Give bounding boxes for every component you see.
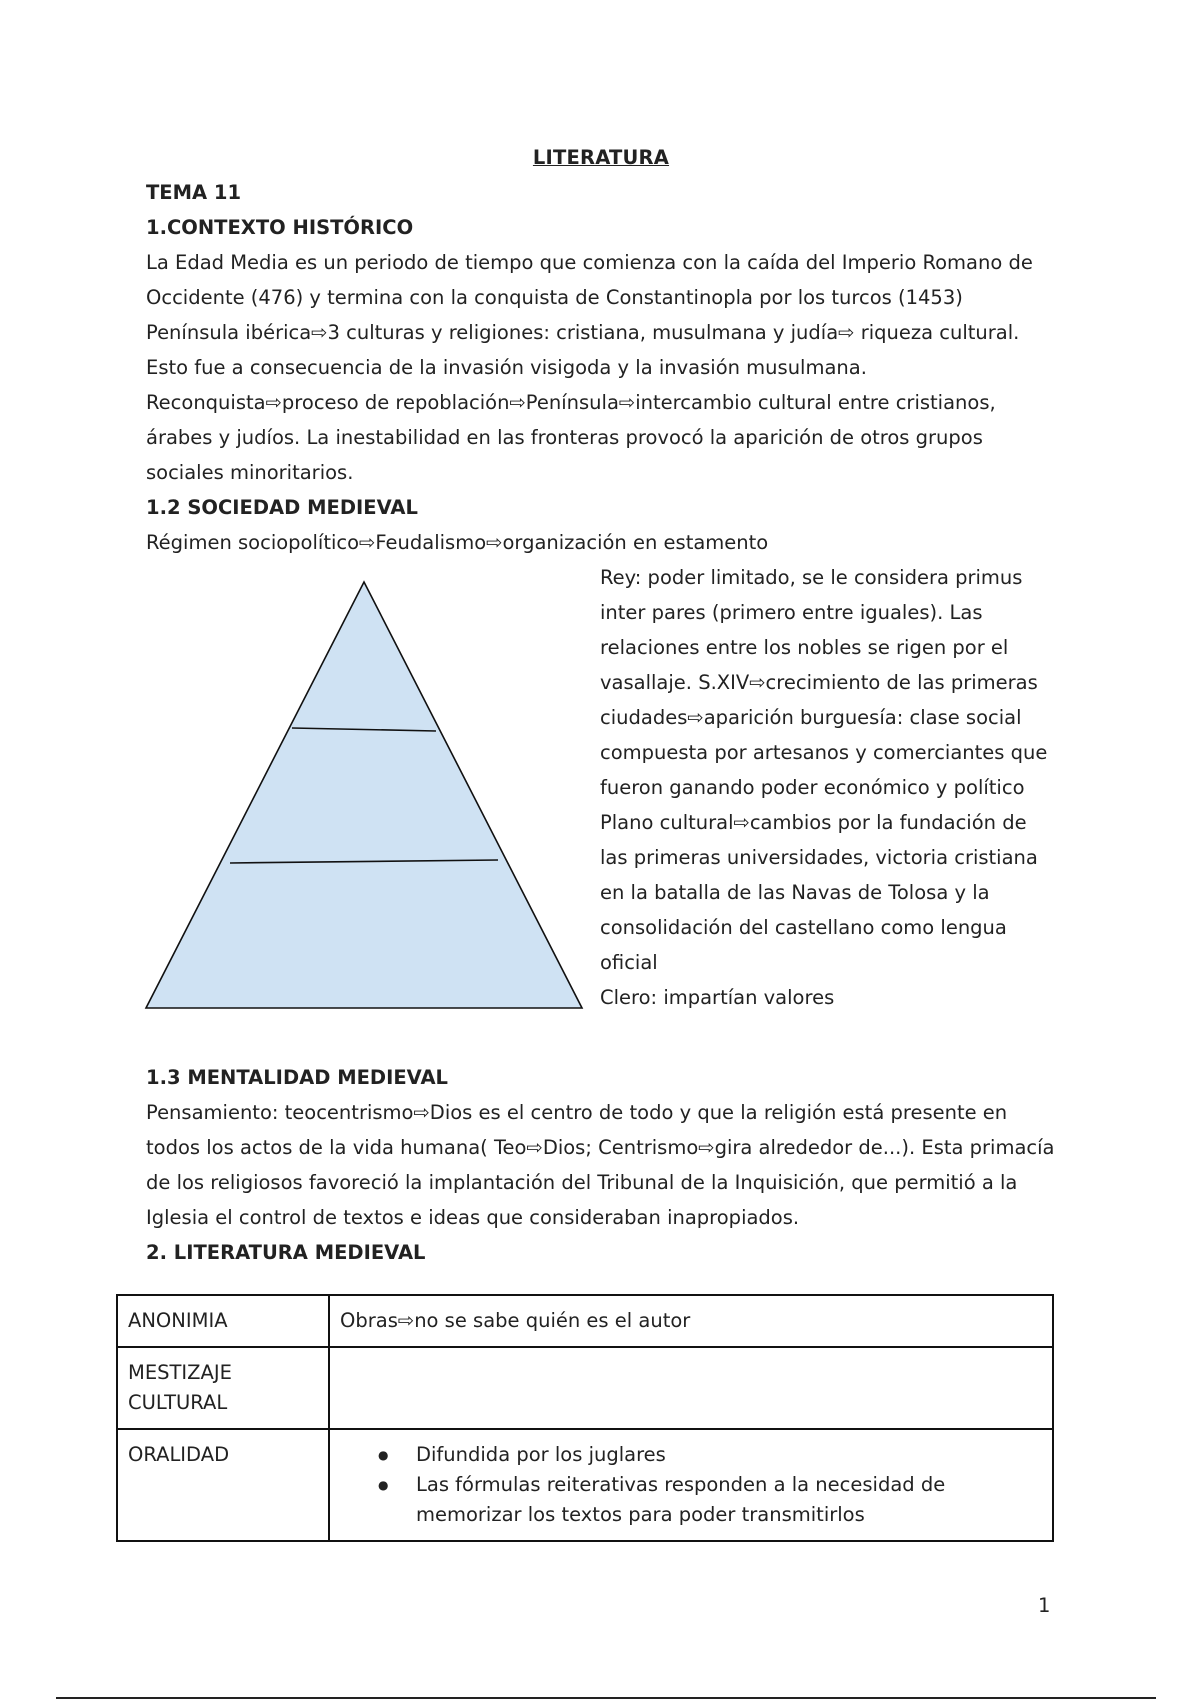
section-heading-literatura: 2. LITERATURA MEDIEVAL [146,1241,426,1264]
literature-table-wrapper [116,1294,1054,1542]
literature-features-table [116,1294,1054,1542]
paragraph-line: Pensamiento: teocentrismo⇨Dios es el centro de todo y que la religión está presente en [146,1101,1008,1124]
bullet-text-line: ● Las fórmulas reiterativas responden a la necesidad de [416,1473,946,1496]
sociedad-intro: Régimen sociopolítico⇨Feudalismo⇨organización en estamento [146,531,769,554]
paragraph-line: en la batalla de las Navas de Tolosa y la [600,881,990,904]
label-line: CULTURAL [128,1391,228,1414]
section-heading-sociedad: 1.2 SOCIEDAD MEDIEVAL [146,496,418,519]
paragraph-line: Reconquista⇨proceso de repoblación⇨Península⇨intercambio cultural entre cristianos, [146,391,996,414]
document-title: LITERATURA [532,146,670,169]
paragraph-line: Península ibérica⇨3 culturas y religiones: cristiana, musulmana y judía⇨ riqueza cultural. [146,321,1020,344]
bullet-list [340,1440,1042,1530]
paragraph-line: sociales minoritarios. [146,461,354,484]
section-heading-mentalidad: 1.3 MENTALIDAD MEDIEVAL [146,1066,448,1089]
feudal-pyramid-diagram [144,580,584,1010]
table-cell-label: ANONIMIA [117,1295,329,1347]
document-content [146,140,1066,1270]
paragraph-line: Iglesia el control de textos e ideas que consideraban inapropiados. [146,1206,800,1229]
section-mentalidad-body [146,1095,1066,1235]
paragraph-line: ciudades⇨aparición burguesía: clase social [600,706,1022,729]
page-number: 1 [1038,1594,1051,1617]
sociedad-right-text [600,560,1070,1015]
table-row [117,1347,1053,1429]
table-row [117,1295,1053,1347]
paragraph-line: vasallaje. S.XIV⇨crecimiento de las primeras [600,671,1038,694]
paragraph-line: árabes y judíos. La inestabilidad en las fronteras provocó la aparición de otros grupos [146,426,983,449]
paragraph-line: todos los actos de la vida humana( Teo⇨Dios; Centrismo⇨gira alrededor de...). Esta primacía [146,1136,1055,1159]
page-bottom-divider [56,1697,1156,1699]
paragraph-line: Occidente (476) y termina con la conquista de Constantinopla por los turcos (1453) [146,286,963,309]
paragraph-line: relaciones entre los nobles se rigen por el [600,636,1009,659]
table-cell-text [329,1429,1053,1541]
list-item [416,1470,1042,1530]
pyramid-shape [146,582,582,1008]
section-heading-contexto: 1.CONTEXTO HISTÓRICO [146,216,414,239]
paragraph-line: compuesta por artesanos y comerciantes que [600,741,1048,764]
section-contexto-body [146,245,1066,490]
table-cell-text [329,1347,1053,1429]
sociedad-split-block [146,560,1066,1060]
paragraph-line: Rey: poder limitado, se le considera primus [600,566,1023,589]
topic-heading: TEMA 11 [146,181,242,204]
bullet-text: Difundida por los juglares [416,1443,666,1466]
paragraph-line: de los religiosos favoreció la implantación del Tribunal de la Inquisición, que permitió a la [146,1171,1018,1194]
paragraph-line: oficial [600,951,658,974]
paragraph-line: Clero: impartían valores [600,986,835,1009]
paragraph-line: consolidación del castellano como lengua [600,916,1007,939]
paragraph-line: La Edad Media es un periodo de tiempo que comienza con la caída del Imperio Romano de [146,251,1033,274]
paragraph-line: Esto fue a consecuencia de la invasión visigoda y la invasión musulmana. [146,356,867,379]
paragraph-line: las primeras universidades, victoria cristiana [600,846,1038,869]
table-cell-label: ORALIDAD [117,1429,329,1541]
table-row [117,1429,1053,1541]
bullet-text-line: memorizar los textos para poder transmitirlos [416,1503,865,1526]
table-cell-text: Obras⇨no se sabe quién es el autor [329,1295,1053,1347]
paragraph-line: inter pares (primero entre iguales). Las [600,601,983,624]
list-item [416,1440,1042,1470]
paragraph-line: fueron ganando poder económico y político [600,776,1025,799]
paragraph-line: Plano cultural⇨cambios por la fundación de [600,811,1027,834]
table-cell-label [117,1347,329,1429]
label-line: MESTIZAJE [128,1361,232,1384]
